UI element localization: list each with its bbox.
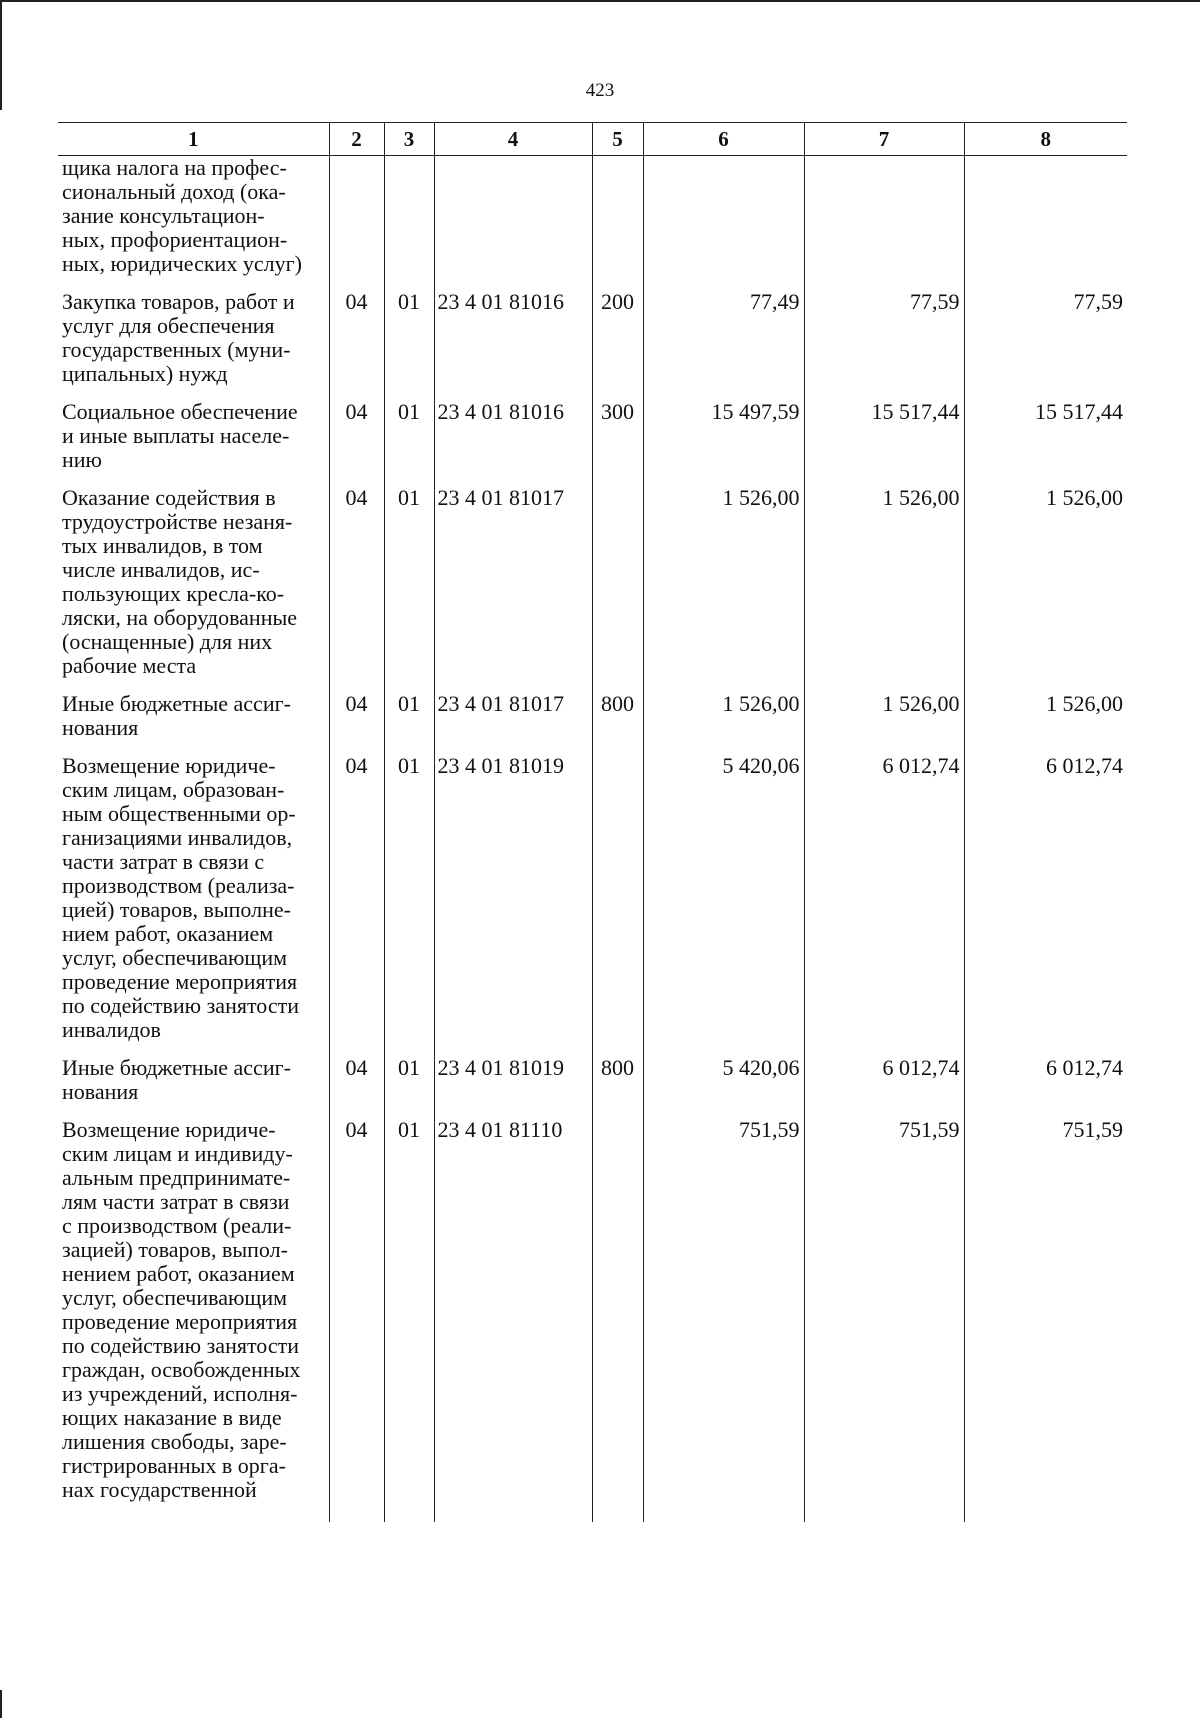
amount-col-6: 1 526,00: [643, 472, 804, 678]
empty-cell: [58, 1502, 329, 1522]
budget-table: [58, 122, 1127, 1522]
amount-col-6: 77,49: [643, 276, 804, 386]
column-header: 8: [964, 123, 1127, 156]
section-code: 04: [329, 472, 384, 678]
amount-col-8: 751,59: [964, 1104, 1127, 1502]
amount-col-6: 751,59: [643, 1104, 804, 1502]
expense-type-code: [592, 740, 643, 1042]
header-row: [58, 123, 1127, 156]
row-name: щика налога на профес- сиональный доход (ока- зание консультацион- ных, профориентацион- ных, юридических услуг): [62, 155, 302, 276]
section-code: 04: [329, 276, 384, 386]
subsection-code: 01: [384, 1104, 434, 1502]
expense-type-code: 300: [592, 386, 643, 472]
expense-type-code: 800: [592, 1042, 643, 1104]
subsection-code: 01: [384, 740, 434, 1042]
empty-cell: [329, 1502, 384, 1522]
subsection-code: 01: [384, 276, 434, 386]
column-header: 4: [434, 123, 592, 156]
empty-cell: [384, 1502, 434, 1522]
subsection-code: 01: [384, 472, 434, 678]
amount-col-8: 77,59: [964, 276, 1127, 386]
amount-col-7: 6 012,74: [804, 1042, 964, 1104]
section-code: 04: [329, 386, 384, 472]
expense-type-code: [592, 472, 643, 678]
empty-cell: [592, 1502, 643, 1522]
amount-col-6: 5 420,06: [643, 740, 804, 1042]
subsection-code: [384, 156, 434, 277]
expense-type-code: 200: [592, 276, 643, 386]
amount-col-8: 1 526,00: [964, 472, 1127, 678]
amount-col-7: 6 012,74: [804, 740, 964, 1042]
empty-cell: [434, 1502, 592, 1522]
table-row: [58, 678, 1127, 740]
expense-type-code: [592, 1104, 643, 1502]
amount-col-7: [804, 156, 964, 277]
table-row: [58, 1042, 1127, 1104]
table-row: [58, 156, 1127, 277]
section-code: 04: [329, 1104, 384, 1502]
table-row: [58, 740, 1127, 1042]
amount-col-7: 15 517,44: [804, 386, 964, 472]
expense-type-code: 800: [592, 678, 643, 740]
column-header: 3: [384, 123, 434, 156]
amount-col-7: 77,59: [804, 276, 964, 386]
table-continuation: [58, 1502, 1127, 1522]
section-code: 04: [329, 1042, 384, 1104]
scan-edge-top: [0, 0, 1200, 2]
empty-cell: [804, 1502, 964, 1522]
target-article-code: [434, 156, 592, 277]
row-name: Возмещение юридиче- ским лицам, образован- ным общественными ор- ганизациями инвалидов, части затрат в связи с производством (реализа- цией) товаров, выполне- нием работ, оказанием услуг, обеспечивающим проведение мероприятия по содействию занятости инвалидов: [62, 753, 299, 1042]
target-article-code: 23 4 01 81019: [434, 740, 592, 1042]
target-article-code: 23 4 01 81019: [434, 1042, 592, 1104]
target-article-code: 23 4 01 81017: [434, 472, 592, 678]
amount-col-7: 751,59: [804, 1104, 964, 1502]
row-name: Иные бюджетные ассиг- нования: [62, 691, 291, 740]
scan-edge-left-bottom: [0, 1690, 2, 1718]
amount-col-8: 15 517,44: [964, 386, 1127, 472]
subsection-code: 01: [384, 678, 434, 740]
amount-col-7: 1 526,00: [804, 472, 964, 678]
amount-col-7: 1 526,00: [804, 678, 964, 740]
amount-col-6: 15 497,59: [643, 386, 804, 472]
row-name: Возмещение юридиче- ским лицам и индивиду- альным предпринимате- лям части затрат в связи с производством (реали- зацией) товаров, выпол- нением работ, оказанием услуг, обеспечивающим проведение мероприятия по содействию занятости граждан, освобожденных из учреждений, исполня- ющих наказание в виде лишения свободы, заре- гистрированных в орга- нах государственной: [62, 1117, 301, 1502]
row-name: Закупка товаров, работ и услуг для обеспечения государственных (муни- ципальных) нужд: [62, 289, 295, 386]
target-article-code: 23 4 01 81016: [434, 276, 592, 386]
row-name: Оказание содействия в трудоустройстве незаня- тых инвалидов, в том числе инвалидов, ис- пользующих кресла-ко- ляски, на оборудованные (оснащенные) для них рабочие места: [62, 485, 298, 678]
amount-col-6: 5 420,06: [643, 1042, 804, 1104]
amount-col-8: [964, 156, 1127, 277]
column-header: 2: [329, 123, 384, 156]
amount-col-8: 1 526,00: [964, 678, 1127, 740]
subsection-code: 01: [384, 1042, 434, 1104]
row-name: Иные бюджетные ассиг- нования: [62, 1055, 291, 1104]
section-code: 04: [329, 740, 384, 1042]
amount-col-8: 6 012,74: [964, 1042, 1127, 1104]
table-row: [58, 1104, 1127, 1502]
column-header: 7: [804, 123, 964, 156]
subsection-code: 01: [384, 386, 434, 472]
table-row: [58, 276, 1127, 386]
column-header: 6: [643, 123, 804, 156]
table-row: [58, 386, 1127, 472]
section-code: [329, 156, 384, 277]
row-name: Социальное обеспечение и иные выплаты населе- нию: [62, 399, 298, 472]
target-article-code: 23 4 01 81016: [434, 386, 592, 472]
expense-type-code: [592, 156, 643, 277]
table-row: [58, 472, 1127, 678]
empty-cell: [643, 1502, 804, 1522]
target-article-code: 23 4 01 81110: [434, 1104, 592, 1502]
amount-col-6: [643, 156, 804, 277]
target-article-code: 23 4 01 81017: [434, 678, 592, 740]
page-number: 423: [585, 80, 615, 101]
column-header: 5: [592, 123, 643, 156]
empty-cell: [964, 1502, 1127, 1522]
amount-col-6: 1 526,00: [643, 678, 804, 740]
column-header: 1: [58, 123, 329, 156]
section-code: 04: [329, 678, 384, 740]
amount-col-8: 6 012,74: [964, 740, 1127, 1042]
